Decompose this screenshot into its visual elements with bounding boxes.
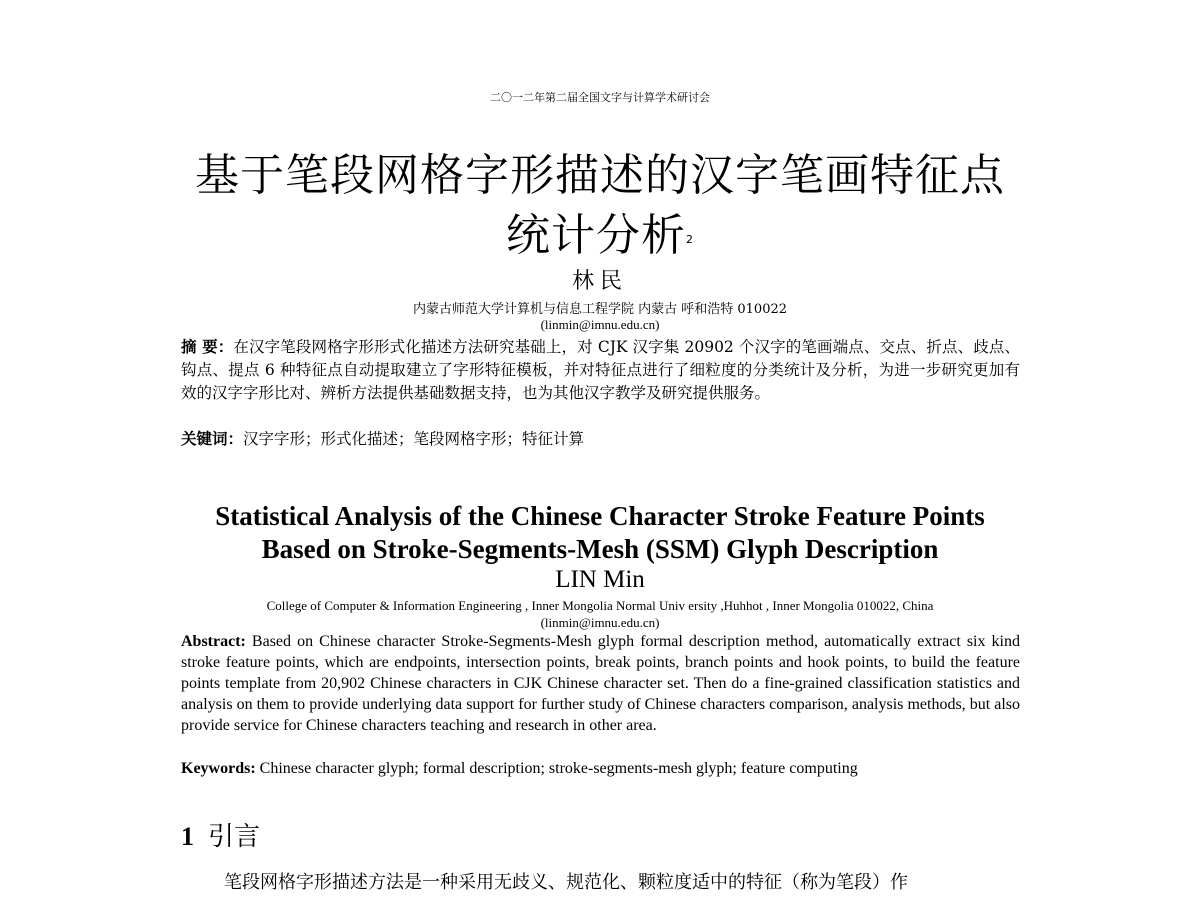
title-english-line2: Based on Stroke-Segments-Mesh (SSM) Glyph Description <box>261 534 939 564</box>
keywords-chinese-text: 汉字字形；形式化描述；笔段网格字形；特征计算 <box>243 430 585 448</box>
email-english: (linmin@imnu.edu.cn) <box>540 615 660 630</box>
title-chinese-line2-wrap <box>0 206 1200 266</box>
title-chinese-line1: 基于笔段网格字形描述的汉字笔画特征点 <box>195 150 1005 201</box>
affiliation-english: College of Computer & Information Engineering , Inner Mongolia Normal Univ ersity ,Huhhot , Inner Mongolia 010022, China <box>266 598 934 613</box>
keywords-chinese-label: 关键词： <box>181 430 244 448</box>
keywords-english-label: Keywords: <box>181 760 256 777</box>
abstract-english-text: Based on Chinese character Stroke-Segments-Mesh glyph formal description method, automatically extract six kind stroke feature points, which are endpoints, intersection points, break points, branch points and hook points, to build the feature points template from 20,902 Chinese characters in CJK Chinese character set. Then do a fine-grained classification statistics and analysis on them to provide underlying data support for further study of Chinese characters comparison, analysis methods, but also provide service for Chinese characters teaching and research in other area. <box>181 633 1020 734</box>
section-number: 1 <box>181 822 194 851</box>
abstract-chinese-label: 摘 要： <box>181 338 234 356</box>
abstract-english <box>181 631 1020 736</box>
keywords-chinese <box>181 428 1020 451</box>
author-english: LIN Min <box>555 566 645 593</box>
section-heading-introduction <box>181 816 260 853</box>
affiliation-chinese: 内蒙古师范大学计算机与信息工程学院 内蒙古 呼和浩特 010022 <box>412 302 788 317</box>
abstract-chinese-text: 在汉字笔段网格字形形式化描述方法研究基础上，对 CJK 汉字集 20902 个汉字的笔画端点、交点、折点、歧点、钩点、提点 6 种特征点自动提取建立了字形特征模板，并对特征点进行了细粒度的分类统计及分析，为进一步研究更加有效的汉字字形比对、辨析方法提供基础数据支持，也为其他汉字教学及研究提供服务。 <box>181 338 1020 402</box>
email-chinese: (linmin@imnu.edu.cn) <box>540 317 660 332</box>
keywords-english-text: Chinese character glyph; formal description; stroke-segments-mesh glyph; feature computing <box>255 760 858 777</box>
body-paragraph-first-line: 笔段网格字形描述方法是一种采用无歧义、规范化、颗粒度适中的特征（称为笔段）作 <box>224 872 908 893</box>
section-title: 引言 <box>208 822 261 852</box>
title-chinese-line2: 统计分析 <box>506 210 686 261</box>
keywords-english <box>181 758 1020 779</box>
footnote-mark: 2 <box>686 233 694 246</box>
title-english-line1: Statistical Analysis of the Chinese Character Stroke Feature Points <box>215 501 985 531</box>
conference-header: 二〇一二年第二届全国文字与计算学术研讨会 <box>490 91 710 104</box>
author-chinese: 林民 <box>571 269 628 294</box>
abstract-english-label: Abstract: <box>181 633 246 650</box>
title-chinese <box>0 146 1200 266</box>
title-english <box>0 500 1200 566</box>
abstract-chinese <box>181 336 1020 405</box>
